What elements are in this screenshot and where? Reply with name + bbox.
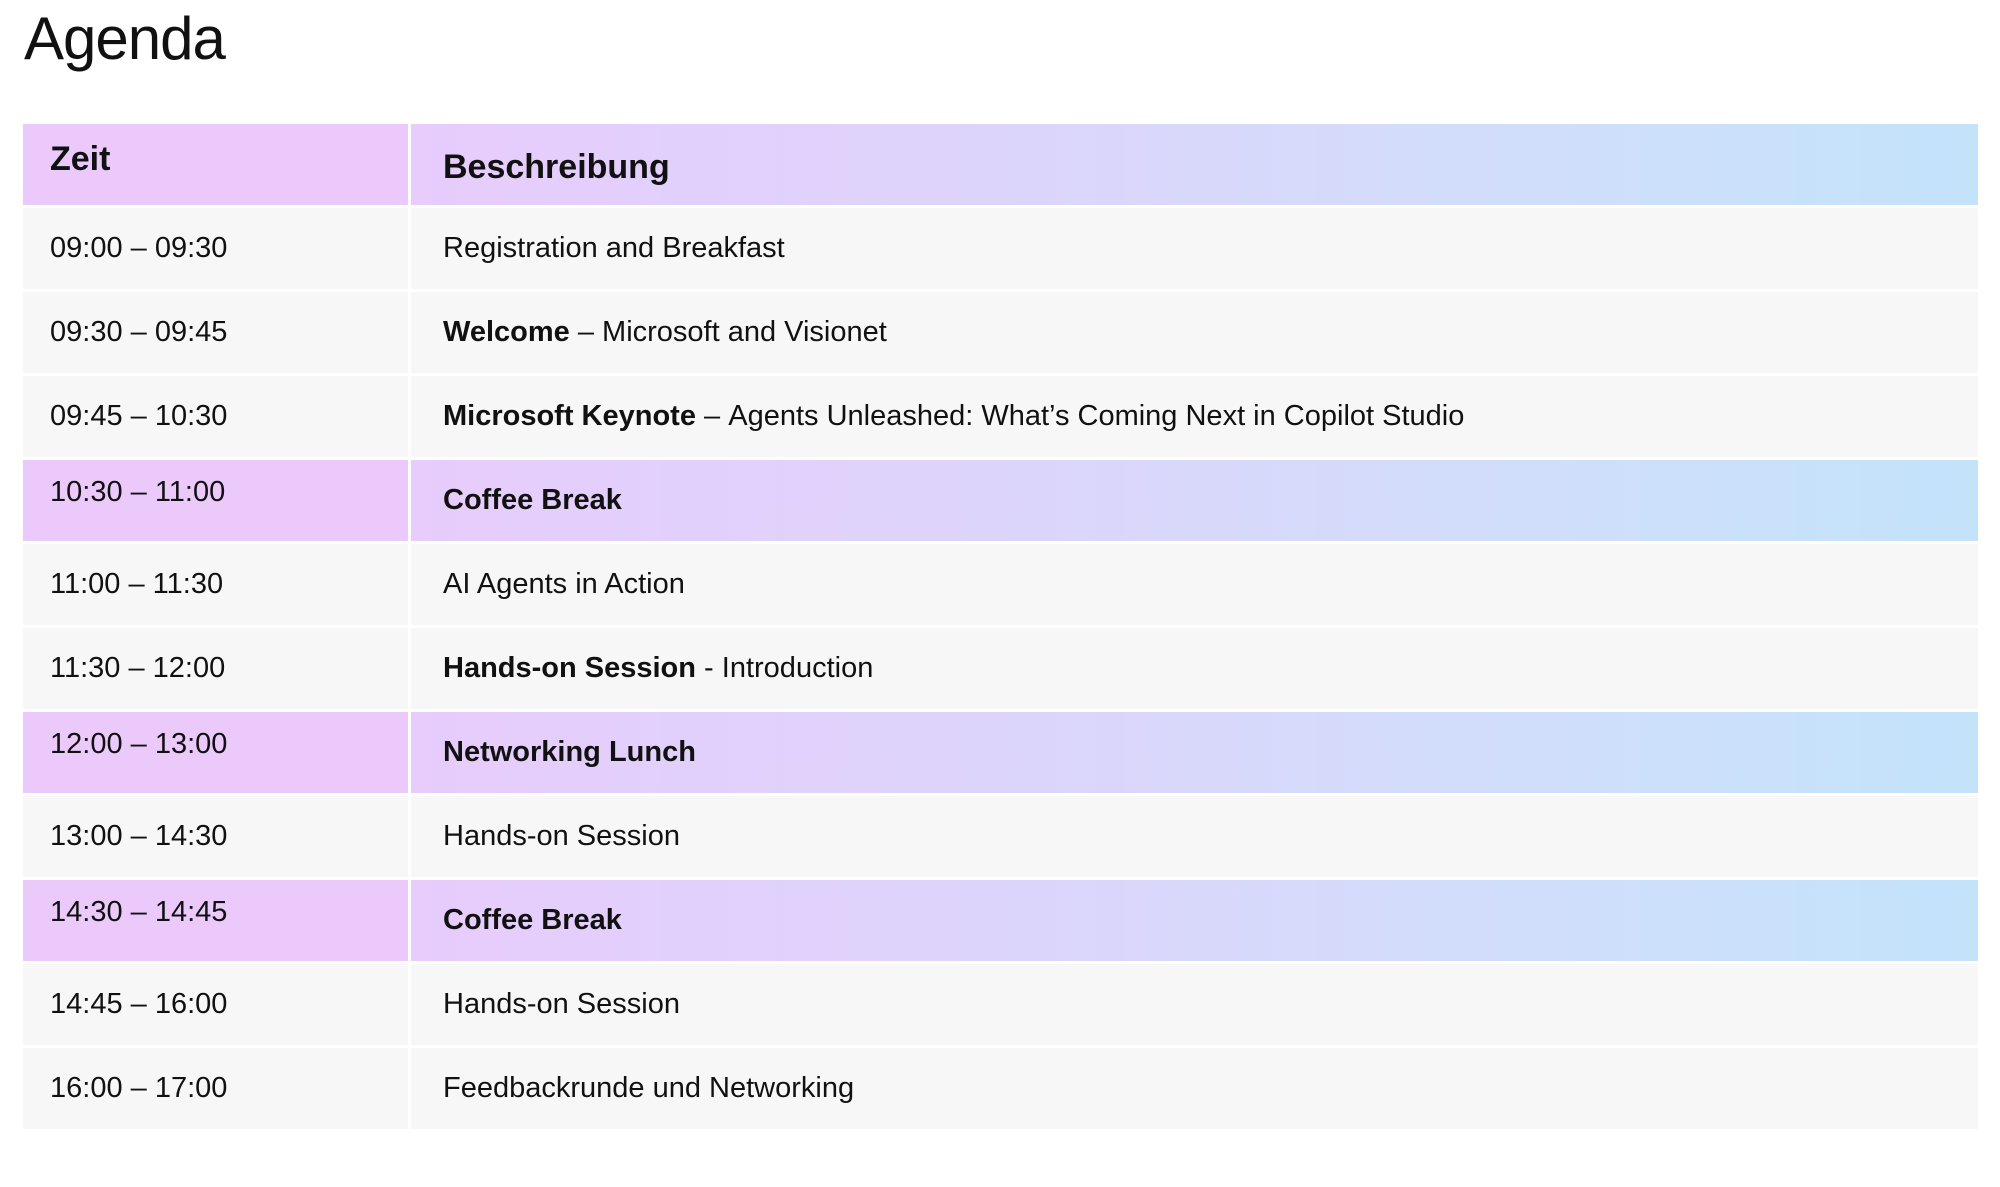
table-row — [23, 712, 1978, 793]
row-description-separator: – — [695, 400, 729, 432]
row-description — [411, 964, 1978, 1045]
table-row — [23, 1048, 1978, 1129]
table-row — [23, 292, 1978, 373]
row-description-text: Feedbackrunde und Networking — [443, 1072, 855, 1104]
table-row — [23, 376, 1978, 457]
row-description-text: Introduction — [721, 652, 874, 684]
row-time: 16:00 – 17:00 — [23, 1048, 408, 1129]
row-description — [411, 796, 1978, 877]
row-description — [411, 208, 1978, 289]
table-row — [23, 796, 1978, 877]
page-title: Agenda — [24, 5, 225, 72]
row-description-separator: – — [569, 316, 603, 348]
table-header-row — [23, 124, 1978, 205]
row-description — [411, 292, 1978, 373]
row-description — [411, 460, 1978, 541]
row-time: 13:00 – 14:30 — [23, 796, 408, 877]
row-description-text: Registration and Breakfast — [443, 232, 785, 264]
table-row — [23, 964, 1978, 1045]
row-description — [411, 376, 1978, 457]
row-description — [411, 1048, 1978, 1129]
row-description-separator: - — [696, 652, 722, 684]
row-description-text: Hands-on Session — [443, 820, 680, 852]
row-time: 14:30 – 14:45 — [23, 880, 408, 961]
row-description — [411, 880, 1978, 961]
row-time: 12:00 – 13:00 — [23, 712, 408, 793]
table-row — [23, 628, 1978, 709]
row-description — [411, 712, 1978, 793]
row-description — [411, 544, 1978, 625]
row-description-text: Agents Unleashed: What’s Coming Next in Copilot Studio — [728, 400, 1465, 432]
row-description-bold: Microsoft Keynote — [443, 400, 696, 432]
table-row — [23, 208, 1978, 289]
row-description-text: AI Agents in Action — [443, 568, 685, 600]
row-description-bold: Hands-on Session — [443, 652, 696, 684]
row-time: 09:45 – 10:30 — [23, 376, 408, 457]
table-body — [23, 208, 1978, 1129]
table-row — [23, 544, 1978, 625]
agenda-table — [23, 124, 1978, 1129]
row-description-bold: Coffee Break — [443, 484, 622, 516]
row-time: 11:00 – 11:30 — [23, 544, 408, 625]
table-row — [23, 460, 1978, 541]
row-time: 09:30 – 09:45 — [23, 292, 408, 373]
row-description-bold: Coffee Break — [443, 904, 622, 936]
row-description-text: Microsoft and Visionet — [602, 316, 887, 348]
row-time: 10:30 – 11:00 — [23, 460, 408, 541]
row-description-bold: Welcome — [443, 316, 570, 348]
row-description — [411, 628, 1978, 709]
table-row — [23, 880, 1978, 961]
row-description-text: Hands-on Session — [443, 988, 680, 1020]
row-time: 14:45 – 16:00 — [23, 964, 408, 1045]
row-description-bold: Networking Lunch — [443, 736, 696, 768]
row-time: 09:00 – 09:30 — [23, 208, 408, 289]
header-description: Beschreibung — [411, 124, 1978, 205]
header-time: Zeit — [23, 124, 408, 205]
row-time: 11:30 – 12:00 — [23, 628, 408, 709]
